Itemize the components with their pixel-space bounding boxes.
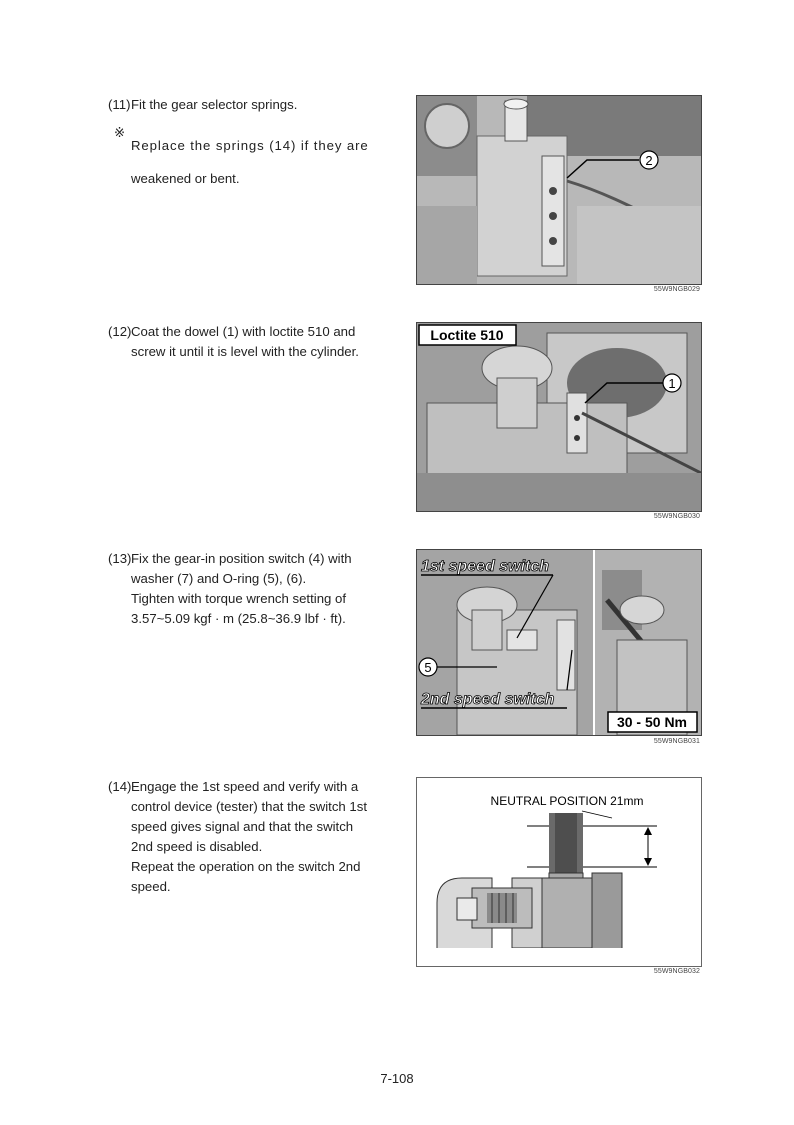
first-speed-label: 1st speed switch [421, 558, 550, 575]
step-12 [108, 322, 378, 362]
step-number: (13) [108, 551, 132, 566]
step-text-line: Fix the gear-in position switch (4) with [131, 551, 352, 566]
step-number: (11) [108, 97, 131, 112]
step-14 [108, 777, 378, 897]
loctite-label: Loctite 510 [430, 327, 504, 343]
figure-photo-switches [416, 549, 702, 736]
step-text-line: speed. [131, 879, 171, 894]
step-text-line: control device (tester) that the switch 1st [131, 799, 368, 814]
step-text-line: Repeat the operation on the switch 2nd [131, 859, 361, 874]
figure-photo-loctite [416, 322, 702, 512]
callout-1: 1 [668, 376, 676, 391]
callout-5: 5 [424, 660, 432, 675]
figure-caption: 55W9NGB030 [653, 513, 700, 520]
step-text-line: 3.57~5.09 kgf · m (25.8~36.9 lbf · ft). [131, 611, 346, 626]
step-text-line: screw it until it is level with the cylinder. [131, 344, 359, 359]
step-number: (12) [108, 324, 132, 339]
step-number: (14) [108, 779, 132, 794]
step-text-line: washer (7) and O-ring (5), (6). [131, 571, 307, 586]
step-text-line: Tighten with torque wrench setting of [131, 591, 347, 606]
figure-caption: 55W9NGB029 [653, 286, 700, 293]
figure-caption: 55W9NGB031 [653, 738, 700, 745]
figure-caption: 55W9NGB032 [653, 968, 700, 975]
step-text-line: Fit the gear selector springs. [131, 97, 298, 112]
figure-photo-springs [416, 95, 702, 285]
step-text-line: speed gives signal and that the switch [131, 819, 354, 834]
step-text-line: Engage the 1st speed and verify with a [131, 779, 359, 794]
diagram-title: NEUTRAL POSITION 21mm [490, 794, 644, 808]
note-mark-icon: ※ [114, 125, 126, 140]
note-11 [114, 123, 378, 203]
figure-diagram-neutral [416, 777, 702, 967]
second-speed-label: 2nd speed switch [421, 691, 555, 708]
note-text-line: weakened or bent. [131, 171, 240, 187]
step-text-line: 2nd speed is disabled. [131, 839, 263, 854]
note-text-line: Replace the springs (14) if they are [131, 138, 369, 154]
callout-2: 2 [645, 153, 653, 168]
step-text-line: Coat the dowel (1) with loctite 510 and [131, 324, 356, 339]
step-13 [108, 549, 378, 629]
page-number: 7-108 [380, 1071, 414, 1086]
step-11 [108, 95, 378, 115]
torque-label: 30 - 50 Nm [616, 714, 688, 730]
